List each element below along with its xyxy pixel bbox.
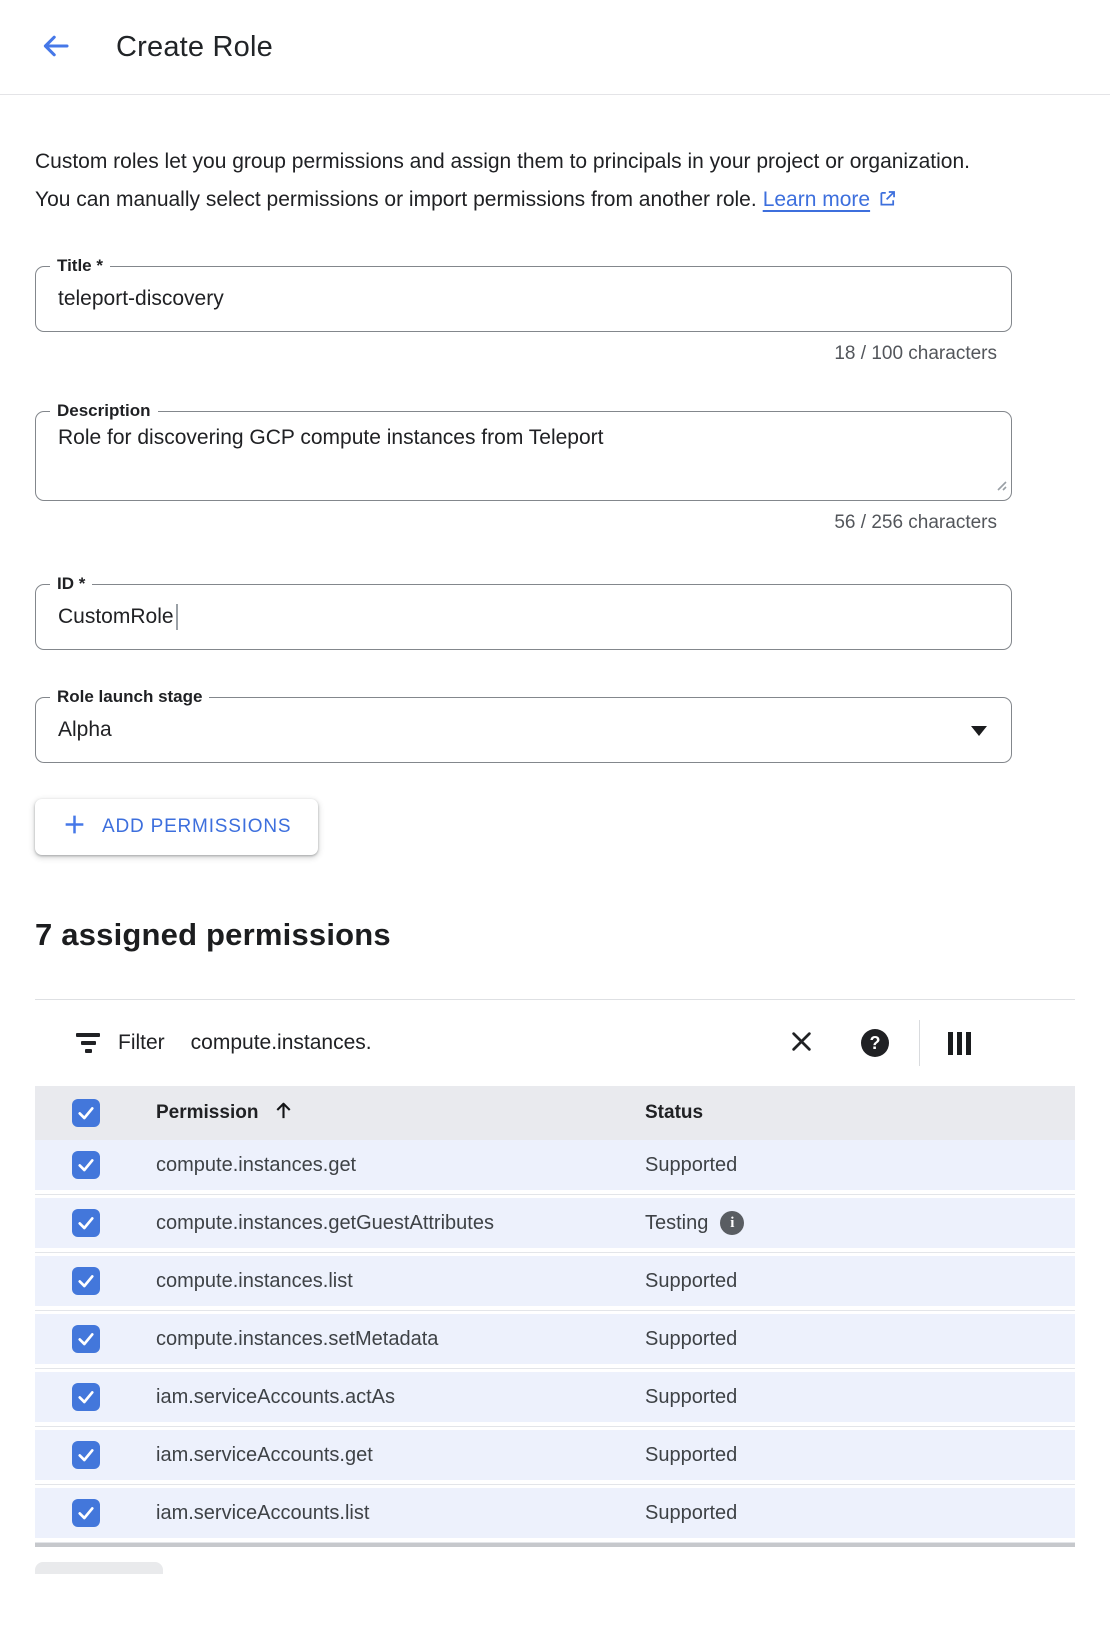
select-all-checkbox[interactable] — [72, 1099, 100, 1127]
title-field-group — [35, 256, 1012, 332]
chevron-down-icon — [971, 726, 987, 736]
add-permissions-label: ADD PERMISSIONS — [102, 816, 292, 837]
filter-help-button[interactable] — [861, 1029, 889, 1057]
row-checkbox[interactable] — [72, 1325, 100, 1353]
filter-bar-divider — [919, 1020, 920, 1066]
id-field-value: CustomRole — [58, 605, 174, 628]
permission-cell: iam.serviceAccounts.list — [156, 1501, 370, 1524]
permissions-table — [35, 999, 1075, 1538]
open-in-new-icon — [877, 184, 898, 222]
table-row[interactable] — [35, 1140, 1075, 1190]
sort-ascending-icon[interactable] — [272, 1099, 295, 1127]
launch-stage-label: Role launch stage — [50, 687, 209, 707]
resize-handle-icon[interactable] — [994, 478, 1007, 496]
add-permissions-button[interactable] — [35, 799, 318, 855]
filter-list-icon — [75, 1033, 101, 1053]
permission-cell: compute.instances.list — [156, 1269, 353, 1292]
description-textarea[interactable] — [36, 412, 1011, 500]
description-field-group — [35, 401, 1012, 501]
plus-icon — [62, 812, 87, 843]
arrow-left-icon — [39, 30, 71, 65]
clear-filter-button[interactable] — [788, 1028, 815, 1058]
column-display-options-button[interactable] — [948, 1032, 971, 1055]
permission-cell: iam.serviceAccounts.actAs — [156, 1385, 395, 1408]
filter-value[interactable]: compute.instances. — [190, 1031, 372, 1054]
launch-stage-value — [36, 698, 1011, 762]
table-row[interactable] — [35, 1314, 1075, 1364]
id-field-group — [35, 574, 1012, 650]
table-row[interactable] — [35, 1256, 1075, 1306]
table-row[interactable] — [35, 1372, 1075, 1422]
status-text: Testing — [645, 1211, 709, 1234]
row-checkbox[interactable] — [72, 1383, 100, 1411]
intro-text-body: Custom roles let you group permissions and assign them to principals in your project or organization. You can manually select permissions or import permissions from another role. — [35, 150, 970, 211]
column-header-permission[interactable]: Permission — [156, 1102, 259, 1123]
assigned-permissions-heading: 7 assigned permissions — [35, 917, 391, 952]
title-input[interactable] — [36, 267, 1011, 331]
table-row[interactable] — [35, 1430, 1075, 1480]
id-field[interactable] — [36, 585, 1011, 649]
back-button[interactable] — [38, 30, 72, 64]
table-row[interactable] — [35, 1488, 1075, 1538]
status-text: Supported — [645, 1153, 738, 1176]
title-char-counter: 18 / 100 characters — [834, 343, 997, 364]
cut-off-button-top[interactable] — [35, 1562, 163, 1574]
info-icon[interactable]: i — [720, 1211, 744, 1235]
status-text: Supported — [645, 1385, 738, 1408]
status-text: Supported — [645, 1327, 738, 1350]
launch-stage-select[interactable] — [35, 687, 1012, 763]
permission-cell: compute.instances.getGuestAttributes — [156, 1211, 494, 1234]
page-title: Create Role — [116, 30, 273, 63]
learn-more-link[interactable]: Learn more — [762, 188, 871, 211]
launch-stage-field-group — [35, 687, 1012, 763]
row-checkbox[interactable] — [72, 1499, 100, 1527]
filter-label: Filter — [118, 1031, 165, 1054]
horizontal-scrollbar[interactable] — [35, 1543, 1075, 1547]
permissions-table-body — [35, 1140, 1075, 1538]
description-field-label: Description — [50, 401, 158, 421]
top-bar — [0, 0, 1110, 95]
close-icon — [788, 1028, 815, 1058]
table-header-row — [35, 1086, 1075, 1140]
status-text: Supported — [645, 1269, 738, 1292]
filter-bar — [35, 1000, 1075, 1086]
text-caret — [176, 604, 178, 630]
row-checkbox[interactable] — [72, 1441, 100, 1469]
column-header-status[interactable]: Status — [645, 1102, 704, 1123]
permission-cell: compute.instances.setMetadata — [156, 1327, 439, 1350]
intro-text — [35, 143, 1003, 222]
row-checkbox[interactable] — [72, 1267, 100, 1295]
launch-stage-selected-option: Alpha — [58, 718, 112, 741]
permission-cell: compute.instances.get — [156, 1153, 357, 1176]
title-field-label: Title * — [50, 256, 110, 276]
description-char-counter: 56 / 256 characters — [834, 512, 997, 533]
table-row[interactable] — [35, 1198, 1075, 1248]
help-icon: ? — [861, 1029, 889, 1057]
id-field-label: ID * — [50, 574, 92, 594]
column-display-options-icon — [948, 1032, 971, 1055]
row-checkbox[interactable] — [72, 1151, 100, 1179]
status-text: Supported — [645, 1501, 738, 1524]
row-checkbox[interactable] — [72, 1209, 100, 1237]
permission-cell: iam.serviceAccounts.get — [156, 1443, 373, 1466]
status-text: Supported — [645, 1443, 738, 1466]
